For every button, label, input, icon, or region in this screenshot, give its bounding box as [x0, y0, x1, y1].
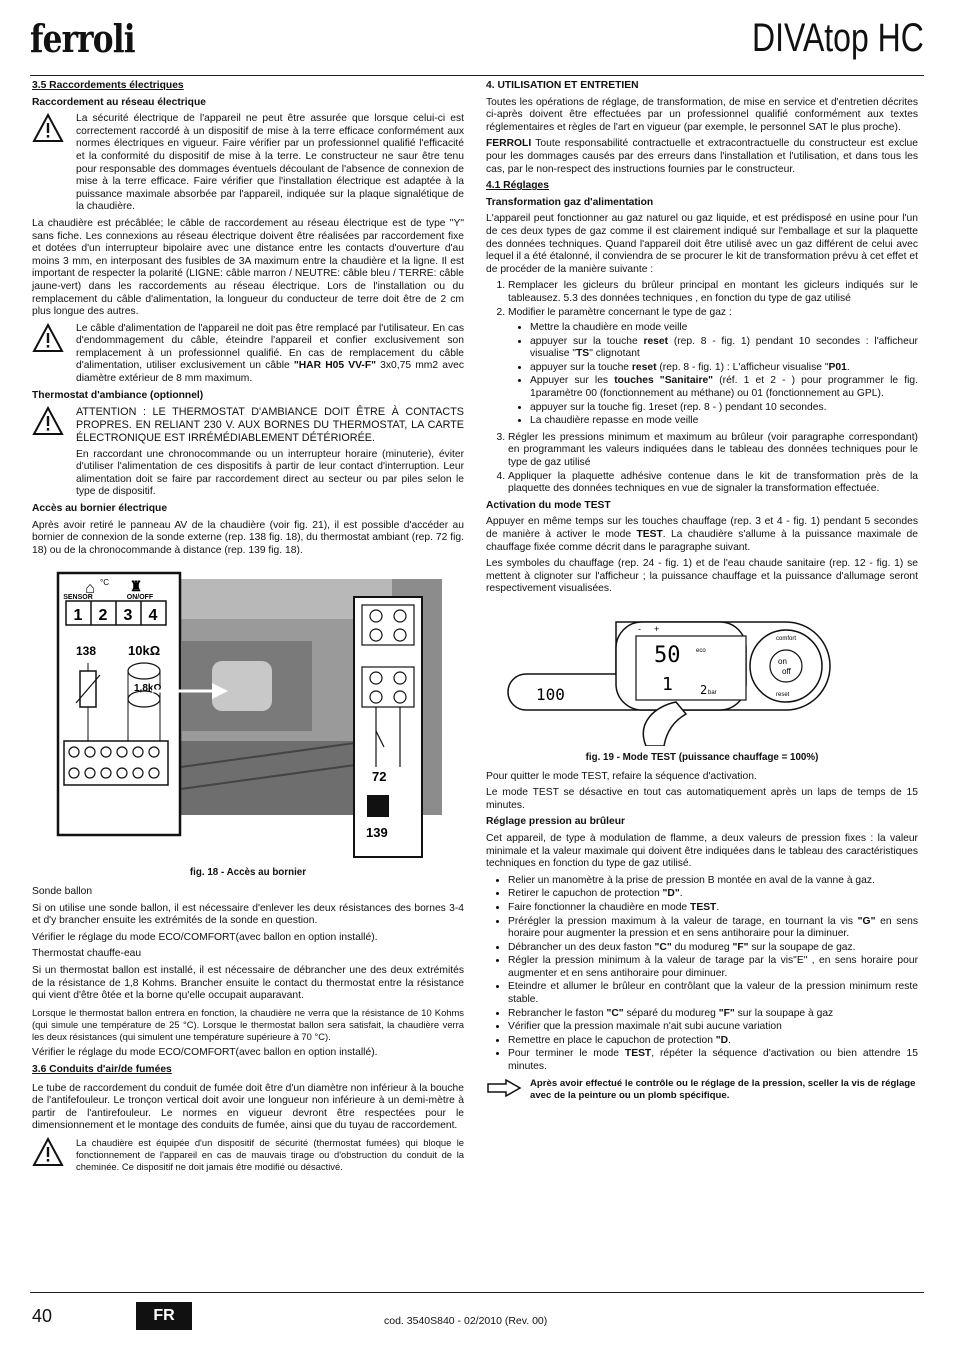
sensor-label: SENSOR [63, 594, 93, 602]
pressure-step: • Remettre en place le capuchon de protection "D. [508, 1035, 918, 1048]
control-panel-drawing [486, 610, 918, 746]
paragraph-thermostat-ballon: Lorsque le thermostat ballon entrera en fonction, la chaudière ne verra que la résistance de 10 Kohms (qui simule une température de 25 °C). Lorsque le thermostat ballon sera satisfait, la chaudière verra les deux résistances (qui simulent une température supérieure à 70 °C). [32, 1006, 464, 1043]
pressure-title: Réglage pression au brûleur [486, 816, 626, 828]
note-seal [486, 1078, 918, 1102]
gas-step: 1. Remplacer les gicleurs du brûleur principal en montant les gicleurs indiqués sur le tableausez. 5.3 des données techniques , en fonction du type de gaz utilisé [508, 280, 918, 305]
warning-earthing-text: La sécurité électrique de l'appareil ne peut être assurée que lorsque celui-ci est correctement raccordé à un dispositif de mise à la terre efficace conformément aux normes électriques en vigueur. Faire vérifier par un professionnel qualifié l'efficacité et la conformité du dispositif de mise à la terre. Le constructeur ne saur être tenu pour responsable des dommages éventuels découlant de l'absence de connexion de mise à la terre efficace. Faire vérifier que l'installation électrique est adaptée à la puissance maximale absorbée par l'appareil, indiquée sur la plaque signalétique de la chaudière. [76, 113, 464, 213]
label-1-8k: 1,8kΩ [134, 683, 162, 695]
figure-18 [32, 571, 464, 861]
paragraph-chauffe: Si un thermostat ballon est installé, il est nécessaire de débrancher une des deux extrémités de la résistance de 1,8 Kohms. Brancher ensuite le contact du thermostat entre la résistance qui vient d'être ôtée et la borne qu'elle occupait auparavant. [32, 964, 464, 1002]
brand-logo: ferroli [30, 16, 135, 61]
sonde-title: Sonde ballon [32, 885, 93, 897]
gas-step: 3. Régler les pressions minimum et maximum au brûleur (voir paragraphe correspondant) en programmant les valeurs indiquées dans le tableau des données techniques pour le type de gaz utilisé [508, 432, 918, 470]
warning-icon [32, 113, 64, 143]
gas-substep: • La chaudière repasse en mode veille [530, 415, 918, 428]
warning-cable-text: Le câble d'alimentation de l'appareil ne doit pas être remplacé par l'utilisateur. En cas d'endommagement du câble, éteindre l'appareil et confier exclusivement son remplacement à un professionnel qualifié. En cas de remplacement du câble d'alimentation, utiliser exclusivement un câble "HAR H05 VV-F" 3x0,75 mm2 avec diamètre extérieur de 8 mm maximum. [76, 322, 464, 385]
gas-steps [486, 280, 918, 496]
gas-substep: • appuyer sur la touche reset (rep. 8 - fig. 1) : L'afficheur visualise "P01. [530, 362, 918, 375]
warning-earthing [32, 113, 464, 214]
figure-19-caption: fig. 19 - Mode TEST (puissance chauffage = 100%) [585, 751, 819, 763]
paragraph-quit-test: Pour quitter le mode TEST, refaire la séquence d'activation. [486, 770, 757, 782]
terminal-2-label: 2 [98, 607, 108, 625]
minus-button-label: - [638, 623, 641, 634]
pressure-step: • Faire fonctionner la chaudière en mode TEST. [508, 902, 918, 915]
plus-button-label: + [654, 623, 660, 634]
terminal-block-drawing [32, 571, 464, 861]
gas-step: 4. Appliquer la plaquette adhésive contenue dans le kit de transformation près de la plaquette des données techniques en vue de signaler la transformation effectuée. [508, 471, 918, 496]
label-72: 72 [372, 769, 387, 785]
pressure-steps [486, 875, 918, 1074]
paragraph-operations: Toutes les opérations de réglage, de transformation, de mise en service et d'entretien décrites ci-après doivent être effectuées par un professionnel qualifié conformément aux textes réglementaires et règles de l'art en vigueur (par exemple, le personnel SAT le plus proche). [486, 96, 918, 133]
section-4-1-title: 4.1 Réglages [486, 180, 549, 192]
gas-substep: • appuyer sur la touche fig. 1reset (rep. 8 - ) pendant 10 secondes. [530, 402, 918, 415]
label-10k: 10kΩ [128, 643, 161, 659]
terminal-4-label: 4 [148, 607, 158, 625]
house-icon: ⌂ [85, 580, 95, 598]
paragraph-cable: La chaudière est précâblée; le câble de raccordement au réseau électrique est de type "Y" sans fiche. Les connexions au réseau électrique doivent être réalisées par raccordement fixe et dotées d'un interrupteur bipolaire avec une distance entre les contacts d'ouverture d'au moins 3 mm, en interposant des fusibles de 3A maximum entre la chaudière et la ligne. Il est important de respecter la polarité (LIGNE: câble marron / NEUTRE: câble bleu / TERRE: câble jaune-vert) dans les raccordements au réseau électrique. Lors de l'installation ou du remplacement du câble d'alimentation, la longueur du conducteur de terre doit être de 2 cm plus longue des autres. [32, 217, 464, 318]
pressure-step: • Débrancher un des deux faston "C" du modureg "F" sur la soupape de gaz. [508, 942, 918, 955]
pressure-step: • Retirer le capuchon de protection "D". [508, 888, 918, 901]
warning-cable [32, 323, 464, 386]
paragraph-symbols: Les symboles du chauffage (rep. 24 - fig. 1) et de l'eau chaude sanitaire (rep. 12 - fig. 1) se mettent à clignoter sur l'afficheur ; la puissance chauffage et la puissance d'allumage seront respectivement visualisées. [486, 558, 918, 595]
pressure-step: • Relier un manomètre à la prise de pression B montée en aval de la vanne à gaz. [508, 875, 918, 888]
section-3-5-title: 3.5 Raccordements électriques [32, 80, 184, 91]
paragraph-sonde: Si on utilise une sonde ballon, il est nécessaire d'enlever les deux résistances des bornes 3-4 et d'y brancher ensuite les extrémités de la sonde en question. [32, 902, 464, 927]
paragraph-ferroli: FERROLI Toute responsabilité contractuelle et extracontractuelle du constructeur est exclue pour les dommages causés par des erreurs dans l'installation et l'utilisation, et dans tous les cas, par le non-respect des instructions fournies par le constructeur. [486, 138, 918, 175]
thermostat-title: Thermostat d'ambiance (optionnel) [32, 389, 204, 401]
comfort-label: comfort [776, 635, 797, 642]
pointing-hand-icon [486, 1078, 522, 1098]
paragraph-bornier: Après avoir retiré le panneau AV de la chaudière (voir fig. 21), il est possible d'accéder au bornier de connexion de la sonde externe (rep. 138 fig. 18), du thermostat ambiant (rep. 72 fig. 18) ou de la chronocommande à distance (rep. 139 fig. 18). [32, 519, 464, 556]
top-rule [30, 75, 924, 76]
warning-icon [32, 406, 64, 436]
language-badge: FR [136, 1302, 192, 1330]
display-eco-label: eco [696, 647, 706, 654]
pressure-step: • Régler la pression minimum à la valeur de tarage par la vis"E" , en sens horaire pour augmenter et en sens antihoraire pour diminuer. [508, 955, 918, 980]
section-3-6-title: 3.6 Conduits d'air/de fumées [32, 1063, 172, 1075]
paragraph-test-auto: Le mode TEST se désactive en tout cas automatiquement après un laps de temps de 15 minutes. [486, 787, 918, 811]
page-number: 40 [32, 1306, 53, 1326]
on-label: on [778, 656, 787, 666]
off-label: off [782, 666, 791, 676]
note-seal-text: Après avoir effectué le contrôle ou le réglage de la pression, sceller la vis de réglage avec de la peinture ou un plomb spécifique. [530, 1077, 916, 1101]
display-pressure-value: 2 [700, 682, 708, 697]
thermostat-icon: ♜ [129, 578, 143, 595]
gas-step: 2. Modifier le paramètre concernant le type de gaz : • Mettre la chaudière en mode veille • appuyer sur la touche reset (rep. 8 - fig. 1) pendant 10 secondes : l'afficheur visualise "TS" clignotant • appuyer sur la touche reset (rep. 8 - fig. 1) : L'afficheur visualise "P01. • Appuyer sur les touches "Sanitaire" (réf. 1 et 2 - ) pour programmer le fig. 1paramètre 00 (fonctionnement au méthane) ou 01 (fonctionnement au GPL). • appuyer sur la touche fig. 1reset (rep. 8 - ) pendant 10 secondes. • La chaudière repasse en mode veille [508, 307, 918, 428]
warning-fumees-text: La chaudière est équipée d'un dispositif de sécurité (thermostat fumées) qui bloque le fonctionnement de l'appareil en cas de mauvais tirage ou d'obstruction du conduit de la cheminée. Ce dispositif ne doit jamais être modifié ou désactivé. [76, 1136, 464, 1173]
right-column [486, 80, 918, 1102]
pressure-step: • Eteindre et allumer le brûleur en contrôlant que la valeur de la pression minimum reste stable. [508, 981, 918, 1006]
display-value-1: 1 [662, 673, 673, 695]
figure-19 [486, 610, 918, 746]
display-value-50: 50 [654, 642, 681, 668]
warning-fumees [32, 1137, 464, 1174]
gas-substep: • appuyer sur la touche reset (rep. 8 - fig. 1) pendant 10 secondes : l'afficheur visualise "TS" clignotant [530, 336, 918, 361]
paragraph-eco-2: Vérifier le réglage du mode ECO/COMFORT(avec ballon en option installé). [32, 1047, 378, 1059]
bornier-title: Accès au bornier électrique [32, 503, 168, 515]
warning-icon [32, 1137, 64, 1167]
network-connection-title: Raccordement au réseau électrique [32, 96, 206, 108]
warning-thermostat [32, 406, 464, 444]
label-138: 138 [76, 644, 97, 659]
paragraph-fumees: Le tube de raccordement du conduit de fumée doit être d'un diamètre non inférieur à la bouche de l'antifefouleur. Le tronçon vertical doit avoir une longueur non inférieure à un demi-mètre à partir de l'antirefouleur. Le normes en vigueur devront être respectées pour le dimensionnement et le montage des conduits de fumée, ainsi que du tuyau de raccordement. [32, 1082, 464, 1132]
display-value-100: 100 [536, 684, 565, 704]
terminal-3-label: 3 [123, 607, 133, 625]
gas-substep: • Appuyer sur les touches "Sanitaire" (réf. 1 et 2 - ) pour programmer le fig. 1paramètre 00 (fonctionnement au méthane) ou 01 (fonctionnement au GPL). [530, 375, 918, 400]
test-title: Activation du mode TEST [486, 499, 611, 511]
onoff-label: ON/OFF [126, 594, 154, 602]
reset-label: reset [776, 691, 790, 698]
pressure-step: • Pour terminer le mode TEST, répéter la séquence d'activation ou bien attendre 15 minutes. [508, 1048, 918, 1073]
document-code: cod. 3540S840 - 02/2010 (Rev. 00) [384, 1315, 548, 1327]
terminal-1-label: 1 [73, 607, 83, 625]
left-column [32, 80, 464, 1178]
deg-c-label: °C [100, 578, 109, 588]
gas-substep: • Mettre la chaudière en mode veille [530, 322, 918, 335]
paragraph-pressure: Cet appareil, de type à modulation de flamme, a deux valeurs de pression fixes : la valeur minimale et la valeur maximale qui doivent être indiquées dans le tableau des caractéristiques techniques en fonction du type de gaz utilisé. [486, 832, 918, 870]
figure-18-caption: fig. 18 - Accès au bornier [189, 867, 307, 879]
label-139: 139 [366, 825, 388, 841]
pressure-step: • Prérégler la pression maximum à la valeur de tarage, en tournant la vis "G" en sens horaire pour augmenter la pression et en sens antihoraire pour la diminuer. [508, 916, 918, 941]
transformation-title: Transformation gaz d'alimentation [486, 196, 654, 208]
paragraph-chrono: En raccordant une chronocommande ou un interrupteur horaire (minuterie), éviter d'utiliser l'alimentation de ces dispositifs à partir de leur contact d'interruption. Leur alimentation doit se faire par raccordement direct au secteur ou par piles selon le type de dispositif. [76, 448, 464, 498]
pressure-step: • Vérifier que la pression maximale n'ait subi aucune variation [508, 1021, 918, 1034]
warning-icon [32, 323, 64, 353]
paragraph-gas: L'appareil peut fonctionner au gaz naturel ou gaz liquide, et est prédisposé en usine pour l'un de ces deux types de gaz comme il est clairement indiqué sur l'emballage et sur la plaquette des données techniques. Quand l'appareil doit être utilisé avec un gaz différent de celui avec lequel il a été étalonné, il conviendra de se procurer le kit de transformation prévu à cet effet et de procéder de la manière suivante : [486, 213, 918, 275]
chauffe-title: Thermostat chauffe-eau [32, 948, 142, 960]
display-bar-label: bar [708, 689, 717, 696]
section-4-title: 4. UTILISATION ET ENTRETIEN [486, 80, 639, 91]
bottom-rule [30, 1292, 924, 1293]
pressure-step: • Rebrancher le faston "C" séparé du modureg "F" sur la soupape à gaz [508, 1008, 918, 1021]
product-title: DIVAtop HC [752, 16, 924, 60]
paragraph-eco-1: Vérifier le réglage du mode ECO/COMFORT(avec ballon en option installé). [32, 931, 378, 943]
paragraph-test: Appuyer en même temps sur les touches chauffage (rep. 3 et 4 - fig. 1) pendant 5 secondes de manière à activer le mode TEST. La chaudière s'allume à la puissance maximale de chauffage fixée comme décrit dans le paragraphe suivant. [486, 516, 918, 553]
warning-thermostat-text: ATTENTION : LE THERMOSTAT D'AMBIANCE DOIT ÊTRE À CONTACTS PROPRES. EN RELIANT 230 V. AUX BORNES DU THERMOSTAT, LA CARTE ÉLECTRONIQUE EST IRRÉMÉDIABLEMENT DÉTÉRIORÉE. [76, 406, 464, 444]
